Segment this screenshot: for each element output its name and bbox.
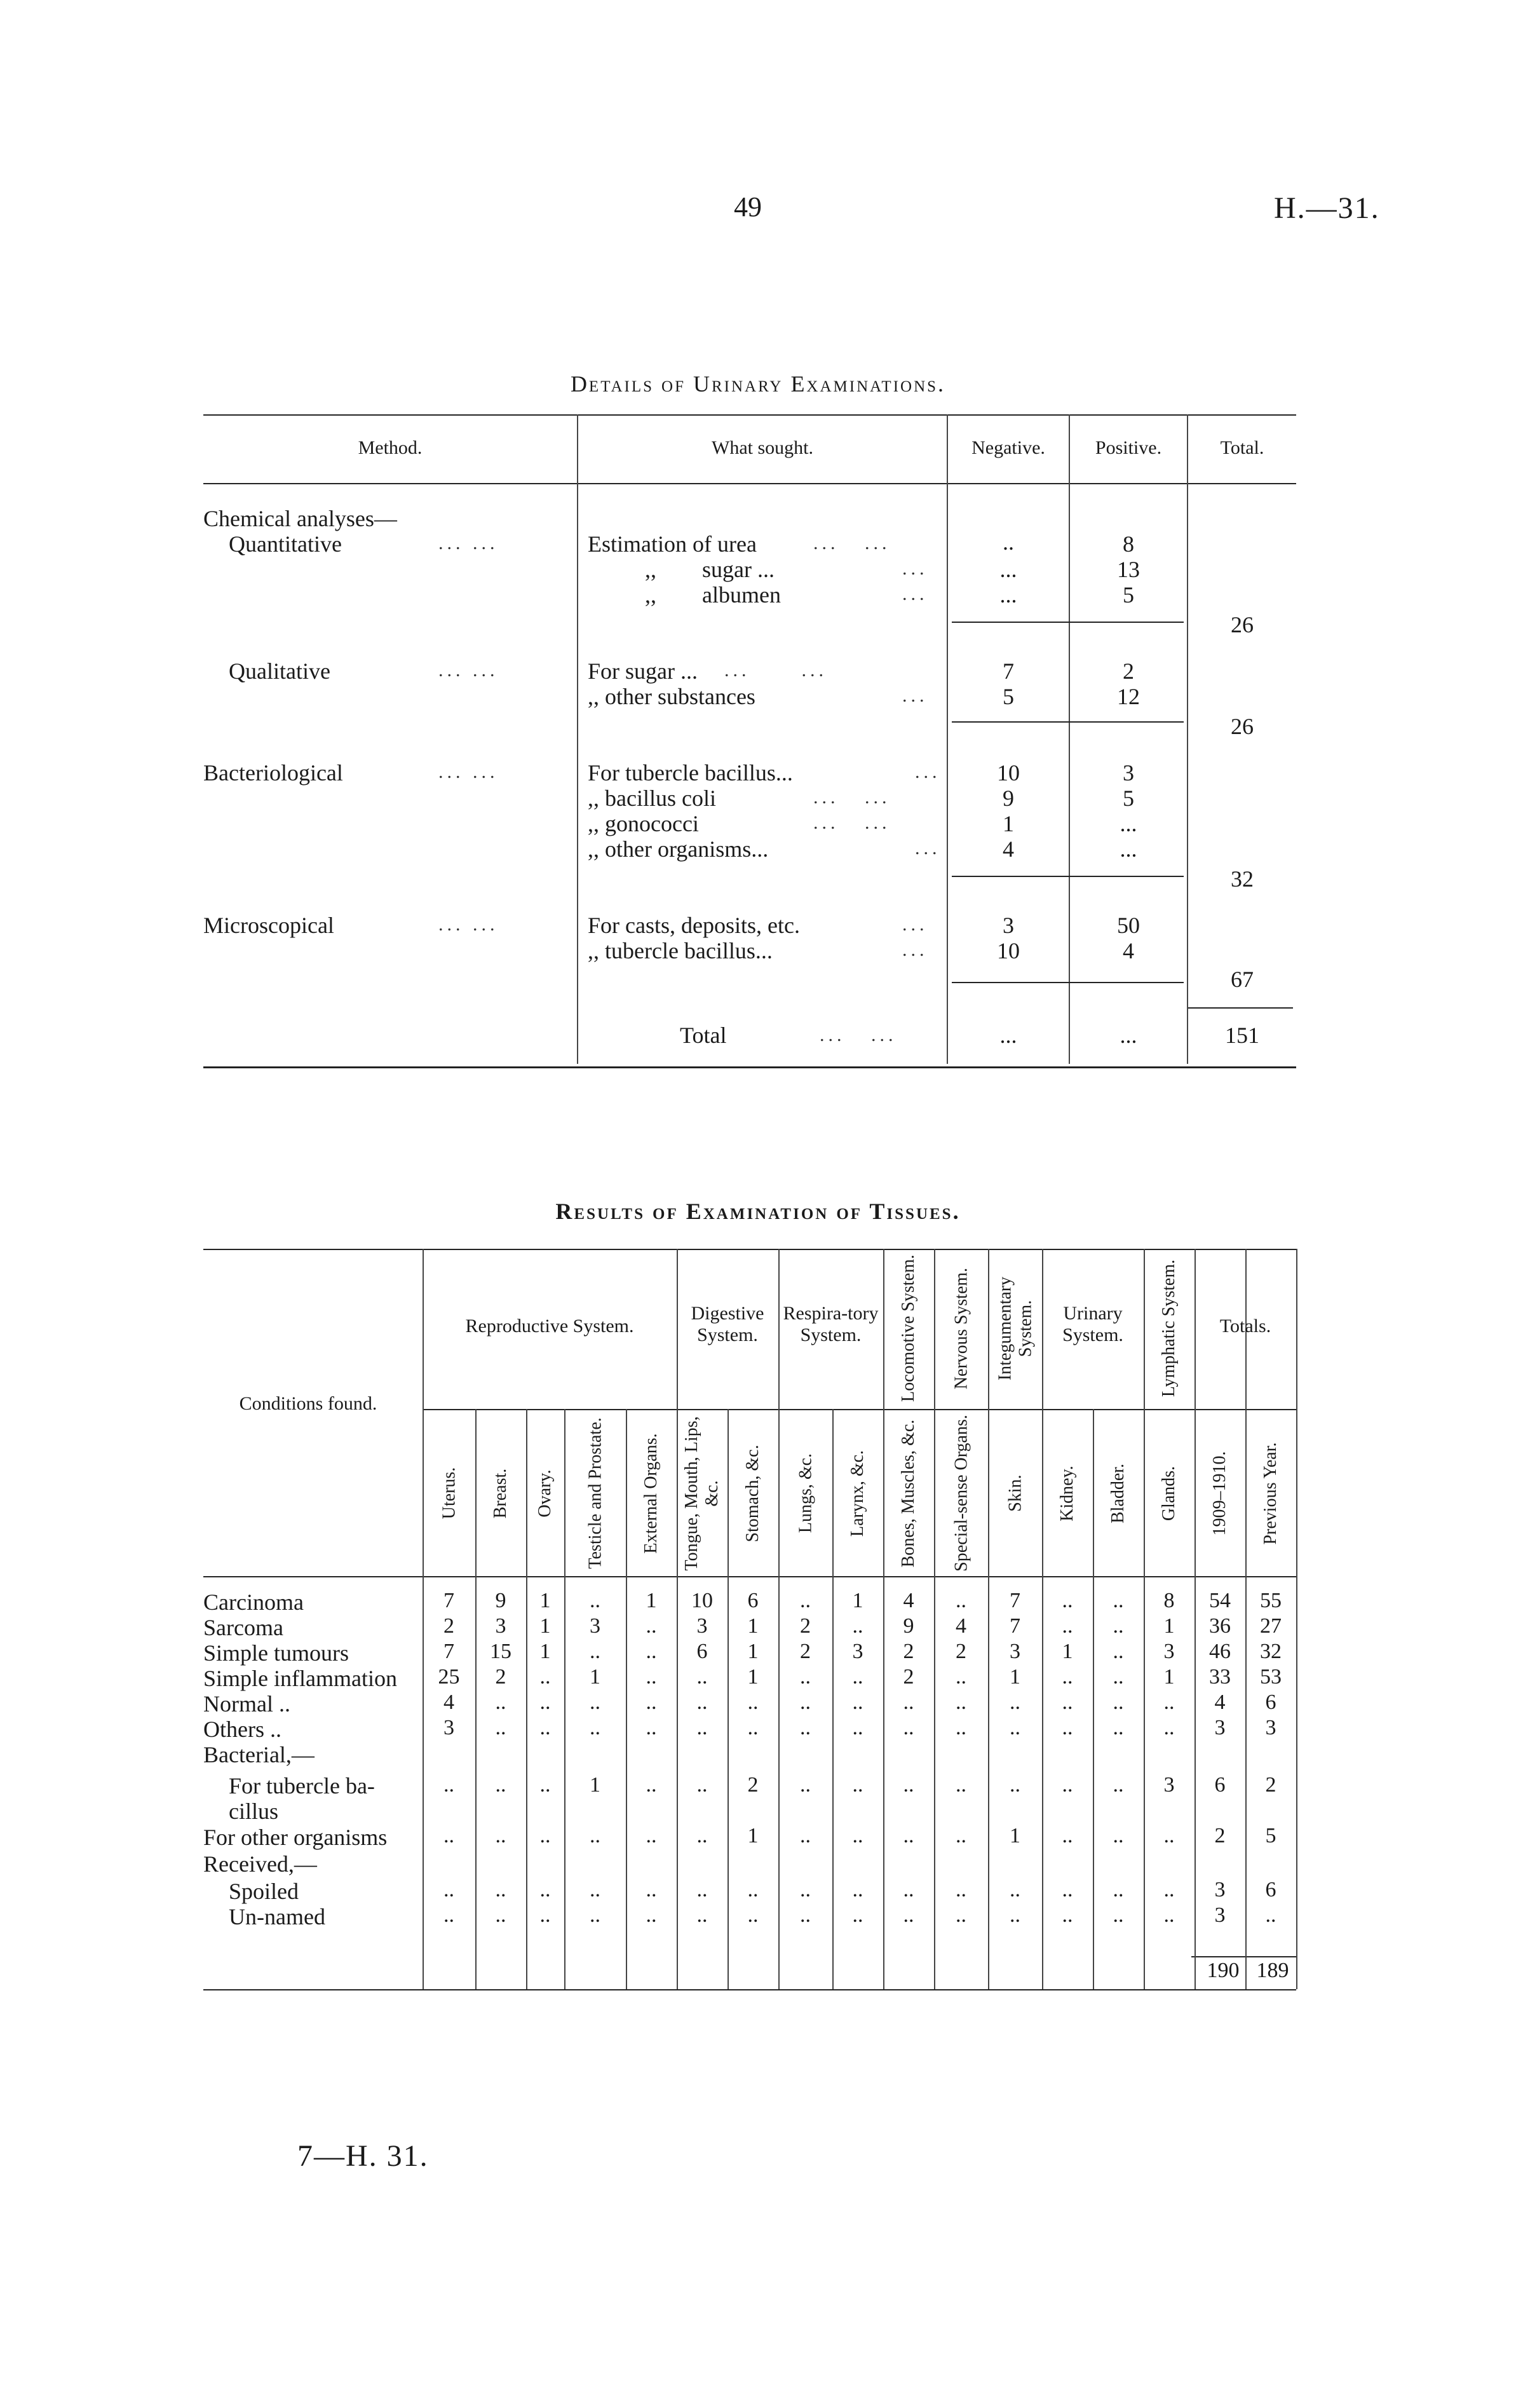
what-sought: For tubercle bacillus... xyxy=(588,760,793,786)
table-cell: 5 xyxy=(1265,1824,1276,1847)
table-cell: .. xyxy=(646,1903,657,1927)
table-cell: .. xyxy=(1010,1716,1020,1739)
table-cell: .. xyxy=(696,1878,708,1901)
table-cell: 1 xyxy=(1163,1665,1175,1689)
header-positive: Positive. xyxy=(1095,437,1162,458)
table-cell: .. xyxy=(696,1903,708,1927)
negative-value: 7 xyxy=(1003,658,1014,684)
grand-total: 151 xyxy=(1225,1023,1259,1048)
table-cell: .. xyxy=(800,1690,811,1714)
table-cell: 1 xyxy=(747,1665,759,1689)
table-cell: .. xyxy=(443,1903,454,1927)
negative-value: 4 xyxy=(1003,836,1014,862)
table-cell: 54 xyxy=(1209,1589,1231,1612)
table-cell: .. xyxy=(1062,1716,1073,1739)
column-header: Special-sense Organs. xyxy=(951,1415,971,1572)
page-number: 49 xyxy=(734,191,762,222)
table-cell: 2 xyxy=(1214,1824,1226,1847)
what-sought: ,, sugar ... xyxy=(645,557,775,582)
total-current: 190 xyxy=(1207,1959,1240,1982)
table-cell: .. xyxy=(747,1690,759,1714)
negative-value: ... xyxy=(999,557,1017,582)
table-cell: .. xyxy=(495,1878,506,1901)
table-cell: .. xyxy=(1163,1690,1175,1714)
column-header: Lungs, &c. xyxy=(795,1453,815,1534)
table-cell: .. xyxy=(590,1903,600,1927)
table-cell: 1 xyxy=(747,1640,759,1663)
group-total: 32 xyxy=(1231,866,1254,892)
table-cell: .. xyxy=(1010,1903,1020,1927)
column-header: Tongue, Mouth, Lips, &c. xyxy=(682,1415,722,1571)
column-header: Breast. xyxy=(491,1468,510,1518)
table-cell: .. xyxy=(696,1824,708,1847)
what-sought: For sugar ... xyxy=(588,658,698,684)
table-cell: 6 xyxy=(1265,1878,1276,1901)
table-cell: .. xyxy=(539,1690,551,1714)
table-cell: 3 xyxy=(1214,1716,1226,1739)
row-label: Un-named xyxy=(229,1904,325,1929)
table-cell: .. xyxy=(443,1824,454,1847)
row-label: Normal .. xyxy=(203,1691,290,1717)
table-cell: .. xyxy=(1113,1716,1124,1739)
table-cell: 1 xyxy=(539,1640,551,1663)
table-cell: 46 xyxy=(1209,1640,1231,1663)
group-header: Locomotive System. xyxy=(898,1255,918,1402)
table-cell: .. xyxy=(956,1716,966,1739)
table-cell: .. xyxy=(800,1589,811,1612)
table-cell: .. xyxy=(800,1903,811,1927)
method-label: Bacteriological xyxy=(203,760,343,786)
row-label: Simple inflammation xyxy=(203,1666,397,1691)
table-cell: .. xyxy=(696,1716,708,1739)
table-cell: 3 xyxy=(696,1614,708,1638)
negative-value: 3 xyxy=(1003,913,1014,938)
table-cell: 1 xyxy=(1062,1640,1073,1663)
row-label: Others .. xyxy=(203,1717,281,1742)
what-sought: ,, gonococci xyxy=(588,811,699,836)
negative-value: 1 xyxy=(1003,811,1014,836)
table-cell: 1 xyxy=(539,1589,551,1612)
table-cell: .. xyxy=(443,1878,454,1901)
column-header: External Organs. xyxy=(641,1432,661,1554)
what-sought: ,, albumen xyxy=(645,582,781,608)
method-label: Qualitative xyxy=(229,658,330,684)
table-cell: 3 xyxy=(1163,1773,1175,1797)
table-cell: 55 xyxy=(1260,1589,1282,1612)
negative-value: ... xyxy=(999,582,1017,608)
table-cell: 7 xyxy=(1010,1614,1020,1638)
table-cell: .. xyxy=(495,1690,506,1714)
table-cell: .. xyxy=(646,1640,657,1663)
table-cell: .. xyxy=(956,1690,966,1714)
table-cell: 1 xyxy=(747,1824,759,1847)
table-cell: .. xyxy=(646,1878,657,1901)
table-cell: .. xyxy=(1163,1716,1175,1739)
column-header: Bladder. xyxy=(1108,1463,1128,1523)
table-cell: 1 xyxy=(852,1589,863,1612)
table-cell: 3 xyxy=(1163,1640,1175,1663)
positive-value: 3 xyxy=(1123,760,1134,786)
table-cell: 9 xyxy=(495,1589,506,1612)
table-cell: .. xyxy=(1113,1690,1124,1714)
table-cell: .. xyxy=(956,1773,966,1797)
table-cell: 3 xyxy=(1265,1716,1276,1739)
table-cell: .. xyxy=(800,1878,811,1901)
table-cell: 3 xyxy=(443,1716,454,1739)
group-header: Lymphatic System. xyxy=(1159,1259,1179,1398)
table-cell: .. xyxy=(1010,1878,1020,1901)
header-negative: Negative. xyxy=(971,437,1045,458)
positive-value: ... xyxy=(1120,1023,1137,1048)
header-method: Method. xyxy=(358,437,423,458)
table-cell: 3 xyxy=(1214,1903,1226,1927)
table-cell: .. xyxy=(852,1824,863,1847)
table-cell: .. xyxy=(495,1773,506,1797)
table-cell: .. xyxy=(1010,1773,1020,1797)
table-cell: .. xyxy=(539,1665,551,1689)
table-cell: 2 xyxy=(800,1614,811,1638)
table-cell: .. xyxy=(852,1614,863,1638)
column-header: Uterus. xyxy=(438,1467,459,1520)
row-label: Sarcoma xyxy=(203,1615,283,1640)
table-cell: .. xyxy=(800,1824,811,1847)
row-label: Spoiled xyxy=(229,1879,299,1904)
table-cell: 2 xyxy=(443,1614,454,1638)
column-header: 1909–1910. xyxy=(1210,1451,1229,1535)
document-code: H.—31. xyxy=(1274,191,1380,225)
table-cell: 33 xyxy=(1209,1665,1231,1689)
table-cell: 2 xyxy=(800,1640,811,1663)
positive-value: 4 xyxy=(1123,938,1134,963)
table-cell: 27 xyxy=(1260,1614,1282,1638)
table-cell: .. xyxy=(539,1903,551,1927)
positive-value: 12 xyxy=(1117,684,1140,709)
table-cell: .. xyxy=(590,1824,600,1847)
group-header: Reproductive System. xyxy=(465,1316,634,1337)
negative-value: 10 xyxy=(997,760,1020,786)
table-cell: .. xyxy=(646,1773,657,1797)
table-cell: 1 xyxy=(1010,1824,1020,1847)
positive-value: ... xyxy=(1120,811,1137,836)
table-cell: .. xyxy=(747,1878,759,1901)
negative-value: .. xyxy=(1003,529,1014,555)
column-header: Glands. xyxy=(1159,1466,1179,1521)
total-previous: 189 xyxy=(1256,1959,1289,1982)
table-cell: .. xyxy=(903,1773,914,1797)
group-header: Digestive System. xyxy=(691,1303,764,1345)
table-cell: .. xyxy=(696,1665,708,1689)
table-cell: .. xyxy=(696,1773,708,1797)
group-header: Urinary System. xyxy=(1062,1303,1123,1345)
table-cell: 25 xyxy=(438,1665,460,1689)
table-cell: .. xyxy=(747,1716,759,1739)
table-cell: .. xyxy=(590,1716,600,1739)
table-cell: .. xyxy=(852,1878,863,1901)
group-header: Totals. xyxy=(1219,1316,1271,1337)
table-cell: .. xyxy=(852,1773,863,1797)
table-cell: 3 xyxy=(1010,1640,1020,1663)
row-label: Carcinoma xyxy=(203,1589,304,1615)
table-cell: 6 xyxy=(747,1589,759,1612)
table-cell: .. xyxy=(1062,1614,1073,1638)
positive-value: ... xyxy=(1120,836,1137,862)
what-sought: For casts, deposits, etc. xyxy=(588,913,800,938)
negative-value: 5 xyxy=(1003,684,1014,709)
table-cell: .. xyxy=(956,1903,966,1927)
table-cell: 9 xyxy=(903,1614,914,1638)
table-cell: .. xyxy=(646,1614,657,1638)
what-sought: ,, other organisms... xyxy=(588,836,769,862)
row-label: For other organisms xyxy=(203,1825,388,1850)
table-cell: 3 xyxy=(495,1614,506,1638)
table-cell: 1 xyxy=(1010,1665,1020,1689)
table-cell: .. xyxy=(956,1589,966,1612)
table-cell: 1 xyxy=(539,1614,551,1638)
positive-value: 13 xyxy=(1117,557,1140,582)
table-cell: 1 xyxy=(590,1773,600,1797)
table-cell: 7 xyxy=(1010,1589,1020,1612)
table-cell: 8 xyxy=(1163,1589,1175,1612)
table-cell: 10 xyxy=(691,1589,713,1612)
positive-value: 50 xyxy=(1117,913,1140,938)
column-header: Skin. xyxy=(1005,1474,1025,1512)
table-cell: 4 xyxy=(443,1690,454,1714)
table-cell: .. xyxy=(1163,1878,1175,1901)
column-header: Bones, Muscles, &c. xyxy=(898,1419,918,1567)
table-cell: 7 xyxy=(443,1589,454,1612)
table-cell: .. xyxy=(1163,1824,1175,1847)
what-sought: ,, bacillus coli xyxy=(588,786,716,811)
column-header: Ovary. xyxy=(535,1469,555,1518)
total-label: Total xyxy=(680,1023,727,1048)
table-cell: .. xyxy=(1062,1903,1073,1927)
table-cell: .. xyxy=(956,1665,966,1689)
table-cell: 6 xyxy=(1214,1773,1226,1797)
table-cell: .. xyxy=(495,1903,506,1927)
table-cell: .. xyxy=(1265,1903,1276,1927)
table-cell: .. xyxy=(539,1824,551,1847)
what-sought: Estimation of urea xyxy=(588,531,757,557)
table-cell: .. xyxy=(646,1690,657,1714)
table-cell: .. xyxy=(852,1716,863,1739)
page-footer: 7—H. 31. xyxy=(297,2139,429,2173)
table-cell: 2 xyxy=(495,1665,506,1689)
table-cell: .. xyxy=(539,1878,551,1901)
tissues-table-title: Results of Examination of Tissues. xyxy=(555,1199,961,1224)
group-header: Nervous System. xyxy=(951,1267,971,1389)
table-cell: .. xyxy=(539,1716,551,1739)
table-cell: 4 xyxy=(956,1614,966,1638)
table-cell: .. xyxy=(800,1716,811,1739)
what-sought: ,, other substances xyxy=(588,684,755,709)
table-cell: .. xyxy=(800,1773,811,1797)
table-cell: .. xyxy=(903,1690,914,1714)
table-cell: .. xyxy=(1062,1690,1073,1714)
column-header: Testicle and Prostate. xyxy=(585,1417,605,1569)
table-cell: .. xyxy=(590,1690,600,1714)
table-cell: 2 xyxy=(903,1665,914,1689)
table-cell: .. xyxy=(903,1716,914,1739)
group-header: Respira-tory System. xyxy=(783,1303,879,1345)
table-cell: .. xyxy=(1062,1824,1073,1847)
table-cell: 4 xyxy=(903,1589,914,1612)
table-cell: .. xyxy=(646,1665,657,1689)
table-cell: .. xyxy=(1113,1640,1124,1663)
group-total: 67 xyxy=(1231,967,1254,992)
table-cell: .. xyxy=(495,1716,506,1739)
table-cell: .. xyxy=(1163,1903,1175,1927)
table-cell: .. xyxy=(696,1690,708,1714)
table-cell: .. xyxy=(956,1824,966,1847)
table-cell: .. xyxy=(903,1878,914,1901)
table-cell: 2 xyxy=(956,1640,966,1663)
table-cell: 6 xyxy=(696,1640,708,1663)
table-cell: .. xyxy=(1113,1614,1124,1638)
table-cell: .. xyxy=(1113,1773,1124,1797)
table-cell: .. xyxy=(646,1716,657,1739)
column-header: Kidney. xyxy=(1057,1465,1077,1521)
table-cell: 1 xyxy=(646,1589,657,1612)
table-cell: .. xyxy=(1010,1690,1020,1714)
table-cell: 2 xyxy=(747,1773,759,1797)
table-cell: 15 xyxy=(490,1640,511,1663)
table-cell: .. xyxy=(443,1773,454,1797)
group-total: 26 xyxy=(1231,714,1254,739)
table-cell: .. xyxy=(590,1640,600,1663)
table-cell: .. xyxy=(1113,1878,1124,1901)
table-cell: 32 xyxy=(1260,1640,1282,1663)
row-label: Simple tumours xyxy=(203,1640,349,1666)
group-header: Integumentary System. xyxy=(994,1276,1035,1380)
table-cell: 1 xyxy=(590,1665,600,1689)
table-cell: .. xyxy=(590,1589,600,1612)
table-cell: .. xyxy=(1113,1665,1124,1689)
table-cell: .. xyxy=(852,1903,863,1927)
what-sought: ,, tubercle bacillus... xyxy=(588,938,773,963)
row-label: For tubercle ba-cillus xyxy=(229,1773,375,1824)
urinary-table-title: Details of Urinary Examinations. xyxy=(570,371,946,397)
method-label: Quantitative xyxy=(229,531,342,557)
table-cell: 2 xyxy=(1265,1773,1276,1797)
table-cell: .. xyxy=(956,1878,966,1901)
table-cell: .. xyxy=(852,1665,863,1689)
positive-value: 5 xyxy=(1123,786,1134,811)
conditions-header: Conditions found. xyxy=(239,1393,377,1414)
table-cell: .. xyxy=(1062,1773,1073,1797)
table-cell: .. xyxy=(646,1824,657,1847)
table-cell: 3 xyxy=(590,1614,600,1638)
table-cell: .. xyxy=(539,1773,551,1797)
table-cell: .. xyxy=(1113,1589,1124,1612)
table-cell: 3 xyxy=(852,1640,863,1663)
table-cell: .. xyxy=(1113,1903,1124,1927)
table-cell: .. xyxy=(852,1690,863,1714)
table-cell: 7 xyxy=(443,1640,454,1663)
header-total: Total. xyxy=(1220,437,1264,458)
table-cell: .. xyxy=(903,1824,914,1847)
negative-value: ... xyxy=(999,1023,1017,1048)
method-heading: Chemical analyses— xyxy=(203,506,397,531)
table-cell: 36 xyxy=(1209,1614,1231,1638)
table-cell: 1 xyxy=(1163,1614,1175,1638)
table-cell: .. xyxy=(800,1665,811,1689)
table-cell: .. xyxy=(747,1903,759,1927)
table-cell: 1 xyxy=(747,1614,759,1638)
table-cell: .. xyxy=(1113,1824,1124,1847)
table-cell: .. xyxy=(1062,1878,1073,1901)
negative-value: 9 xyxy=(1003,786,1014,811)
positive-value: 8 xyxy=(1123,531,1134,557)
table-cell: 6 xyxy=(1265,1690,1276,1714)
table-cell: 3 xyxy=(1214,1878,1226,1901)
header-what-sought: What sought. xyxy=(712,437,813,458)
row-label: Bacterial,— xyxy=(203,1742,315,1767)
table-cell: 4 xyxy=(1214,1690,1226,1714)
column-header: Larynx, &c. xyxy=(848,1450,867,1537)
table-cell: .. xyxy=(1062,1665,1073,1689)
table-cell: .. xyxy=(1062,1589,1073,1612)
positive-value: 2 xyxy=(1123,658,1134,684)
table-cell: .. xyxy=(495,1824,506,1847)
row-label: Received,— xyxy=(203,1851,317,1877)
table-cell: .. xyxy=(590,1878,600,1901)
table-cell: .. xyxy=(903,1903,914,1927)
method-label: Microscopical xyxy=(203,913,334,938)
column-header: Stomach, &c. xyxy=(743,1444,762,1542)
group-total: 26 xyxy=(1231,612,1254,637)
table-cell: 53 xyxy=(1260,1665,1282,1689)
table-cell: 2 xyxy=(903,1640,914,1663)
column-header: Previous Year. xyxy=(1261,1442,1280,1545)
positive-value: 5 xyxy=(1123,582,1134,608)
negative-value: 10 xyxy=(997,938,1020,963)
